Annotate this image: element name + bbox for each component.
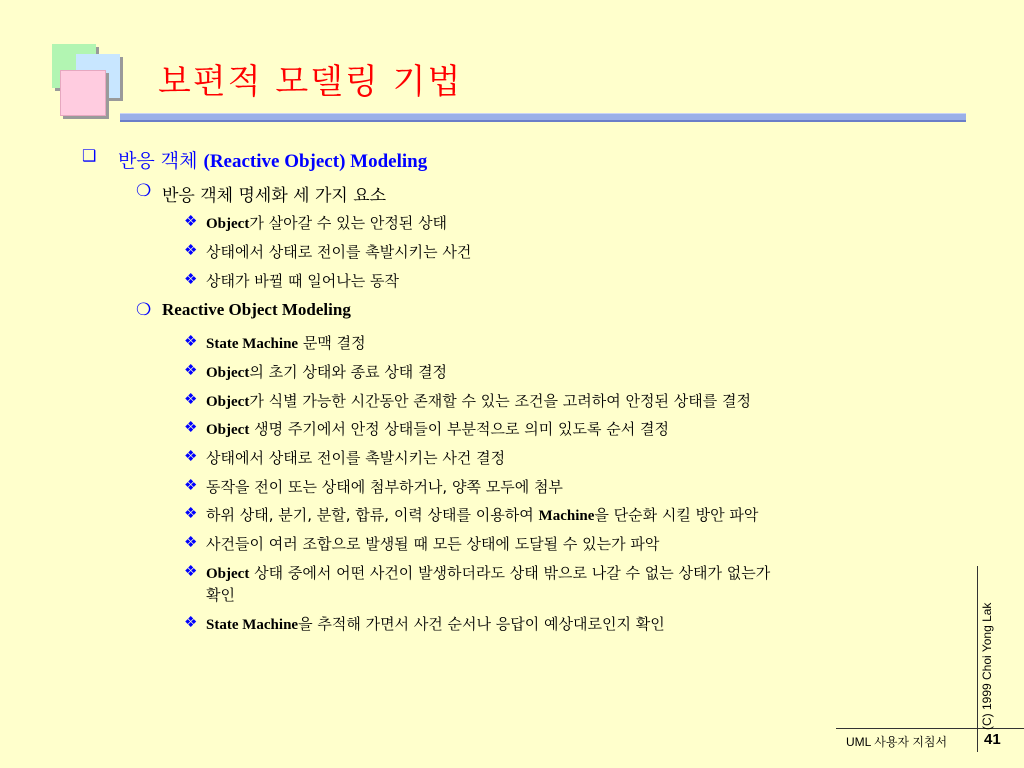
diamond-bullet-icon: ❖ bbox=[184, 449, 198, 465]
diamond-bullet-icon: ❖ bbox=[184, 214, 198, 230]
list-item-ko: 의 초기 상태와 종료 상태 결정 bbox=[249, 363, 448, 381]
circle-bullet-icon: ❍ bbox=[136, 300, 152, 319]
list-item bbox=[184, 241, 472, 262]
list-item-en: Object bbox=[206, 216, 250, 232]
diamond-bullet-icon: ❖ bbox=[184, 535, 198, 551]
copyright-credit: (C) 1999 Choi Yong Lak bbox=[980, 602, 994, 730]
list-item bbox=[184, 504, 759, 525]
list-item bbox=[184, 361, 448, 382]
list-item-ko: 생명 주기에서 안정 상태들이 부분적으로 의미 있도록 순서 결정 bbox=[249, 420, 669, 438]
footer-vertical-divider bbox=[977, 566, 978, 752]
list-item-ko: 상태 중에서 어떤 사건이 발생하더라도 상태 밖으로 나갈 수 없는 상태가 없는가 bbox=[249, 564, 771, 582]
list-item-ko: 가 살아갈 수 있는 안정된 상태 bbox=[249, 214, 448, 232]
circle-bullet-icon: ❍ bbox=[136, 181, 152, 200]
list-item-ko: 상태가 바뀔 때 일어나는 동작 bbox=[206, 272, 399, 290]
list-item-ko: 사건들이 여러 조합으로 발생될 때 모든 상태에 도달될 수 있는가 파악 bbox=[206, 535, 660, 553]
square-bullet-icon: ❑ bbox=[82, 148, 97, 165]
list-item bbox=[184, 476, 563, 497]
footer-label: UML 사용자 지침서 bbox=[846, 735, 948, 749]
diamond-bullet-icon: ❖ bbox=[184, 243, 198, 259]
list-item bbox=[184, 447, 506, 468]
list-item-continuation bbox=[206, 584, 235, 605]
list-item bbox=[184, 332, 366, 353]
title-underline bbox=[120, 113, 966, 122]
footer-horizontal-divider bbox=[836, 728, 1024, 729]
list-item-ko: 을 추적해 가면서 사건 순서나 응답이 예상대로인지 확인 bbox=[298, 615, 665, 633]
section2-label: Reactive Object Modeling bbox=[162, 300, 351, 319]
section2-header bbox=[136, 300, 351, 320]
list-item-ko: 상태에서 상태로 전이를 촉발시키는 사건 결정 bbox=[206, 449, 506, 467]
list-item-en: Object bbox=[206, 422, 250, 438]
section1-header bbox=[136, 181, 387, 206]
logo-square-pink bbox=[60, 70, 106, 116]
diamond-bullet-icon: ❖ bbox=[184, 334, 198, 350]
list-item-en: State Machine bbox=[206, 336, 299, 352]
list-item-ko: 가 식별 가능한 시간동안 존재할 수 있는 조건을 고려하여 안정된 상태를 결정 bbox=[249, 392, 751, 410]
list-item bbox=[184, 418, 669, 439]
heading-item bbox=[82, 146, 428, 173]
list-item-ko: 상태에서 상태로 전이를 촉발시키는 사건 bbox=[206, 243, 472, 261]
section1-label: 반응 객체 명세화 세 가지 요소 bbox=[162, 186, 387, 206]
diamond-bullet-icon: ❖ bbox=[184, 478, 198, 494]
list-item-ko: 문맥 결정 bbox=[298, 334, 366, 352]
list-item-en: State Machine bbox=[206, 617, 299, 633]
diamond-bullet-icon: ❖ bbox=[184, 506, 198, 522]
list-item-ko: 하위 상태, 분기, 분할, 합류, 이력 상태를 이용하여 bbox=[206, 506, 539, 524]
diamond-bullet-icon: ❖ bbox=[184, 420, 198, 436]
heading-ko: 반응 객체 bbox=[118, 150, 204, 172]
slide-title: 보편적 모델링 기법 bbox=[158, 62, 463, 102]
list-item-ko-tail: 을 단순화 시킬 방안 파악 bbox=[594, 506, 759, 524]
diamond-bullet-icon: ❖ bbox=[184, 564, 198, 580]
diamond-bullet-icon: ❖ bbox=[184, 392, 198, 408]
diamond-bullet-icon: ❖ bbox=[184, 363, 198, 379]
list-item bbox=[184, 562, 771, 583]
list-item bbox=[184, 270, 399, 291]
list-item-en: Object bbox=[206, 394, 250, 410]
list-item-en: Machine bbox=[538, 508, 595, 524]
heading-en: (Reactive Object) Modeling bbox=[203, 151, 428, 172]
diamond-bullet-icon: ❖ bbox=[184, 272, 198, 288]
logo-squares bbox=[50, 42, 130, 122]
list-item bbox=[184, 212, 448, 233]
list-item-ko-line2: 확인 bbox=[206, 586, 235, 604]
list-item-en: Object bbox=[206, 566, 250, 582]
list-item bbox=[184, 390, 751, 411]
diamond-bullet-icon: ❖ bbox=[184, 615, 198, 631]
list-item-ko: 동작을 전이 또는 상태에 첨부하거나, 양쪽 모두에 첨부 bbox=[206, 478, 563, 496]
page-number: 41 bbox=[984, 731, 1001, 748]
list-item bbox=[184, 533, 660, 554]
list-item-en: Object bbox=[206, 365, 250, 381]
list-item bbox=[184, 613, 665, 634]
